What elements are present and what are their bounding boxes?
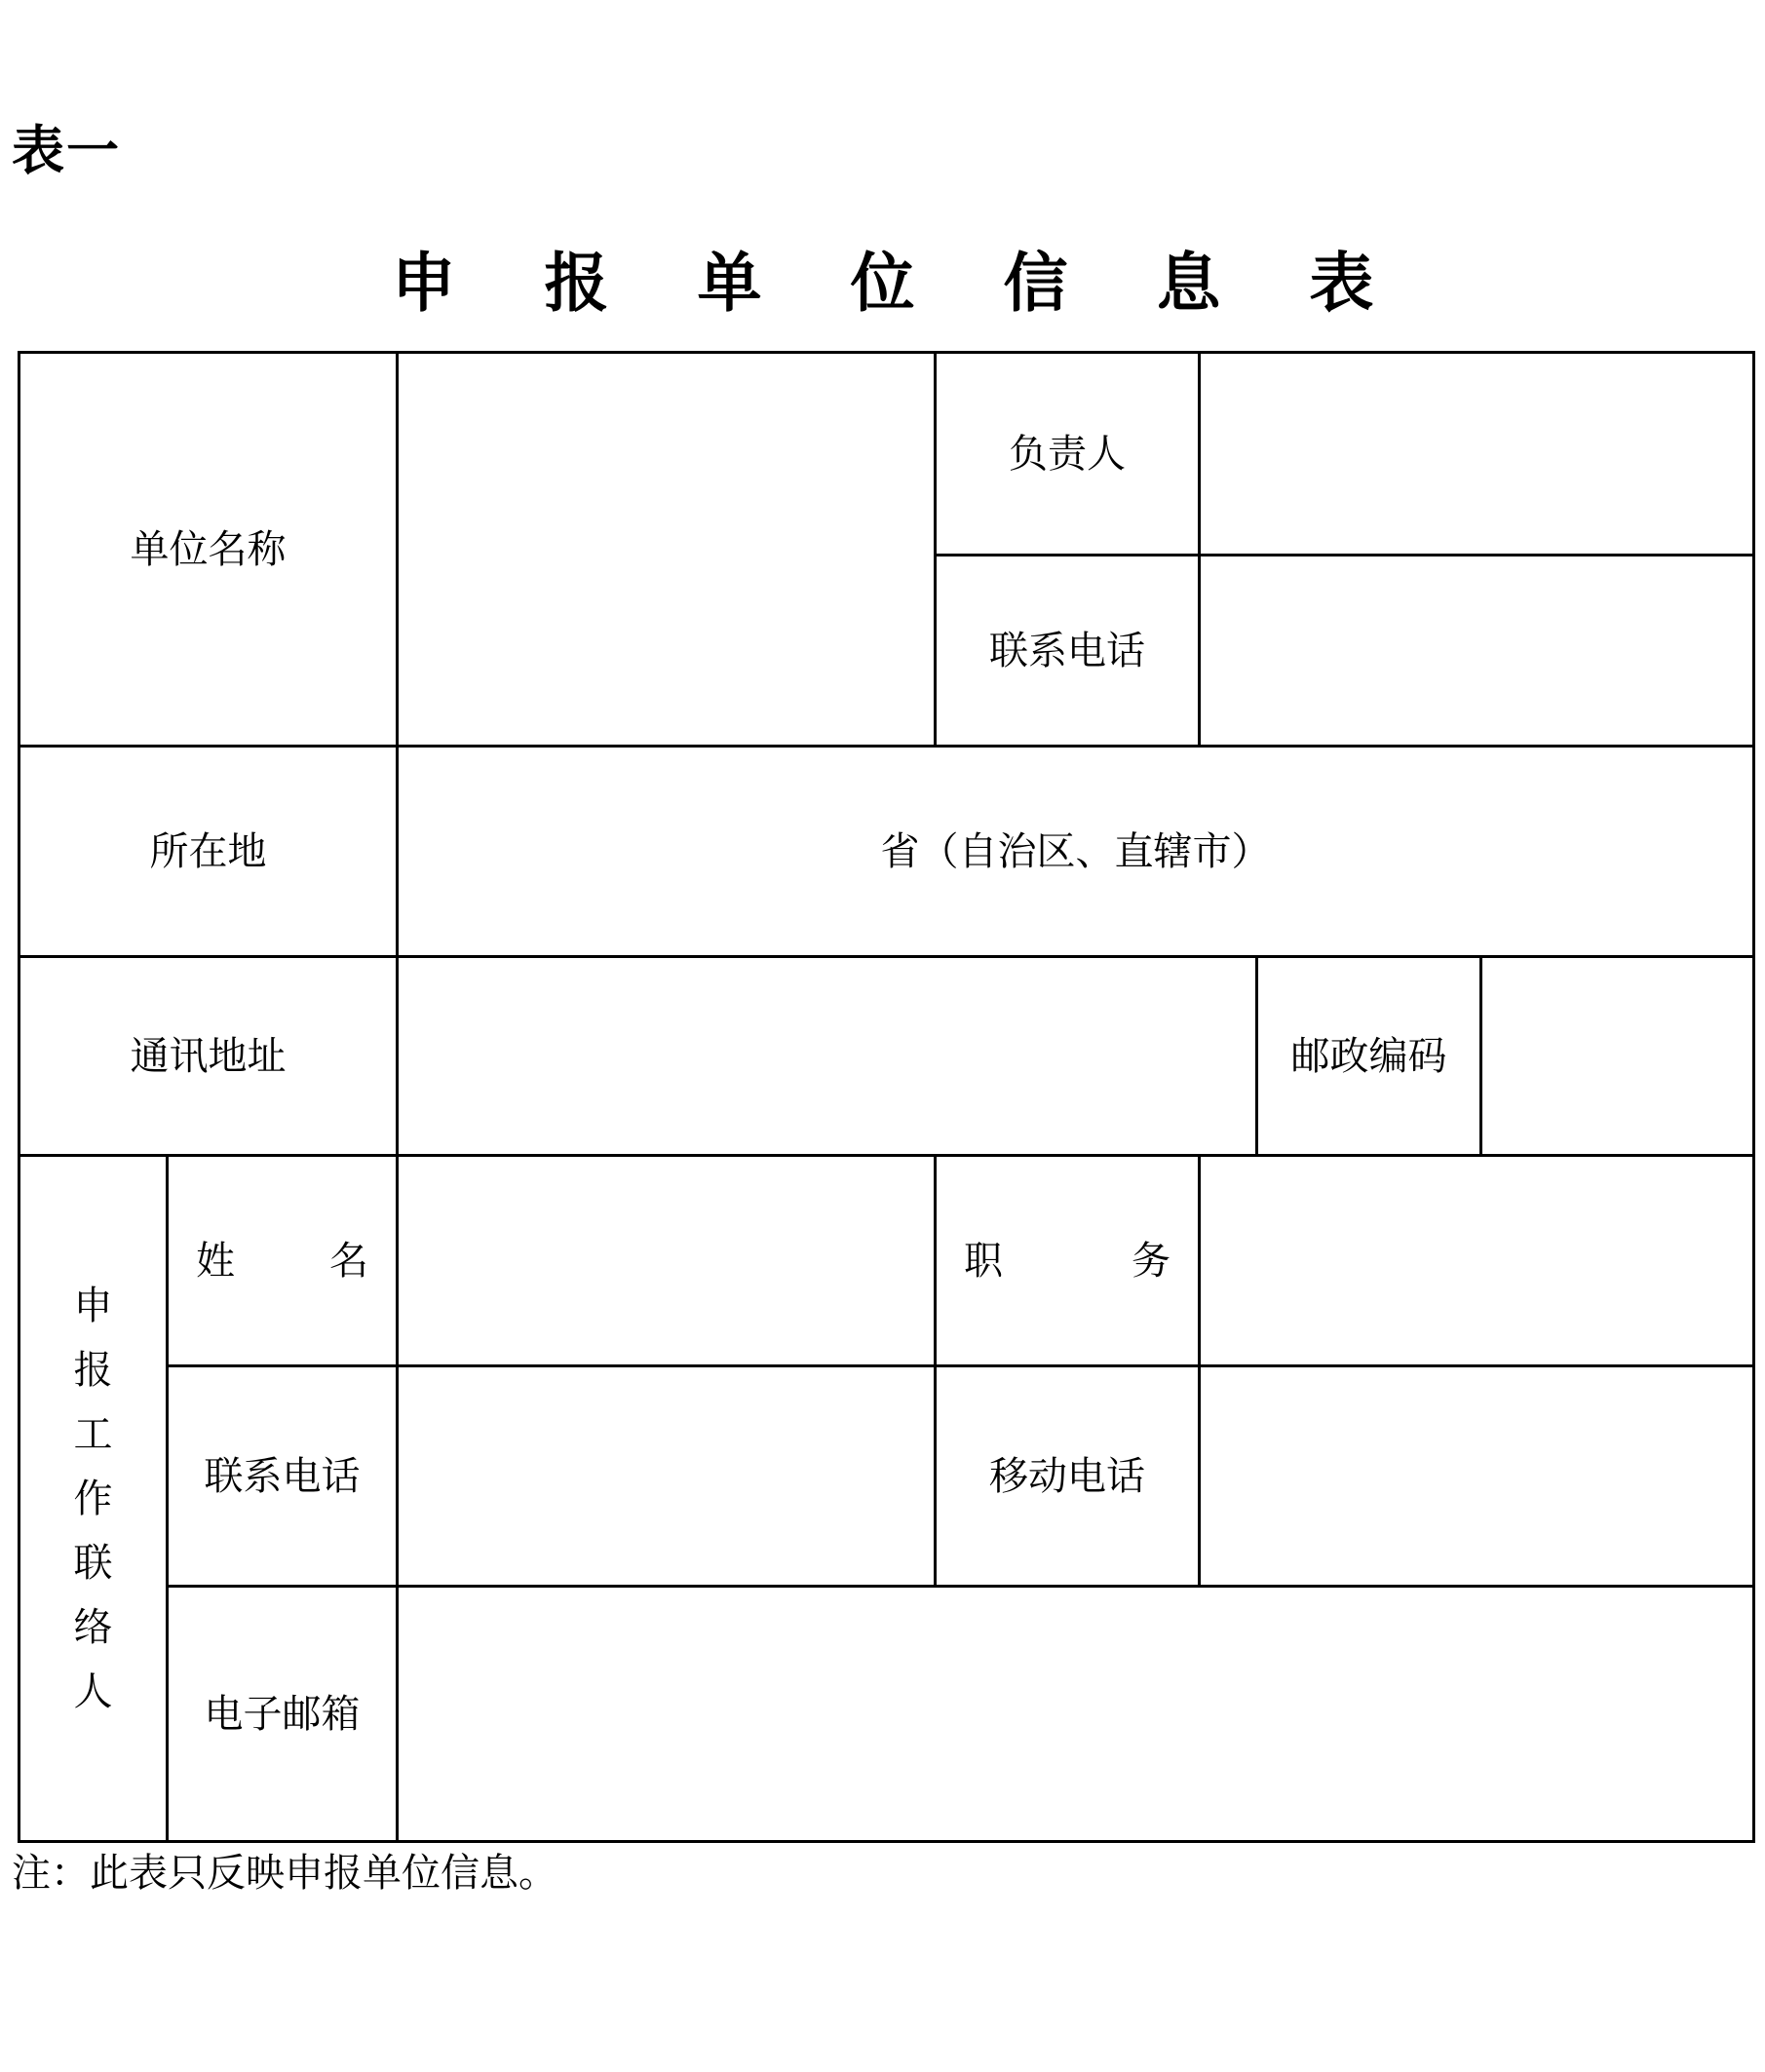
contact-person-group-char-4: 作 bbox=[73, 1476, 113, 1521]
declaration-info-table bbox=[18, 351, 1755, 1843]
responsible-person-label: 负责人 bbox=[936, 353, 1200, 556]
position-label bbox=[936, 1156, 1200, 1366]
contact-person-phone-label: 联系电话 bbox=[168, 1366, 398, 1587]
contact-phone-label: 联系电话 bbox=[936, 556, 1200, 747]
contact-person-group-label bbox=[19, 1156, 168, 1842]
name-label bbox=[168, 1156, 398, 1366]
email-field[interactable] bbox=[398, 1587, 1754, 1842]
contact-phone-field[interactable] bbox=[1200, 556, 1754, 747]
position-label-char-1: 职 bbox=[964, 1238, 1003, 1284]
name-label-char-1: 姓 bbox=[196, 1238, 235, 1284]
contact-person-group-char-6: 络 bbox=[73, 1604, 113, 1650]
email-label: 电子邮箱 bbox=[168, 1587, 398, 1842]
position-field[interactable] bbox=[1200, 1156, 1754, 1366]
postal-code-label: 邮政编码 bbox=[1257, 957, 1481, 1156]
location-label: 所在地 bbox=[19, 747, 398, 957]
address-field[interactable] bbox=[398, 957, 1257, 1156]
doc-label: 表一 bbox=[12, 120, 121, 181]
unit-name-label: 单位名称 bbox=[19, 353, 398, 747]
contact-person-group-char-2: 报 bbox=[73, 1347, 113, 1393]
responsible-person-field[interactable] bbox=[1200, 353, 1754, 556]
contact-person-phone-field[interactable] bbox=[398, 1366, 936, 1587]
contact-person-group-char-7: 人 bbox=[73, 1669, 113, 1714]
page-title: 申 报 单 位 信 息 表 bbox=[391, 246, 1407, 321]
unit-name-field[interactable] bbox=[398, 353, 936, 747]
name-field[interactable] bbox=[398, 1156, 936, 1366]
mobile-phone-field[interactable] bbox=[1200, 1366, 1754, 1587]
position-label-char-2: 务 bbox=[1132, 1238, 1170, 1284]
address-label: 通讯地址 bbox=[19, 957, 398, 1156]
footnote: 注：此表只反映申报单位信息。 bbox=[12, 1851, 557, 1896]
contact-person-group-char-1: 申 bbox=[73, 1283, 113, 1328]
name-label-char-2: 名 bbox=[329, 1238, 368, 1284]
mobile-phone-label: 移动电话 bbox=[936, 1366, 1200, 1587]
contact-person-group-char-5: 联 bbox=[73, 1540, 113, 1586]
contact-person-group-char-3: 工 bbox=[73, 1411, 113, 1457]
location-field[interactable]: 省（自治区、直辖市） bbox=[398, 747, 1754, 957]
postal-code-field[interactable] bbox=[1481, 957, 1754, 1156]
